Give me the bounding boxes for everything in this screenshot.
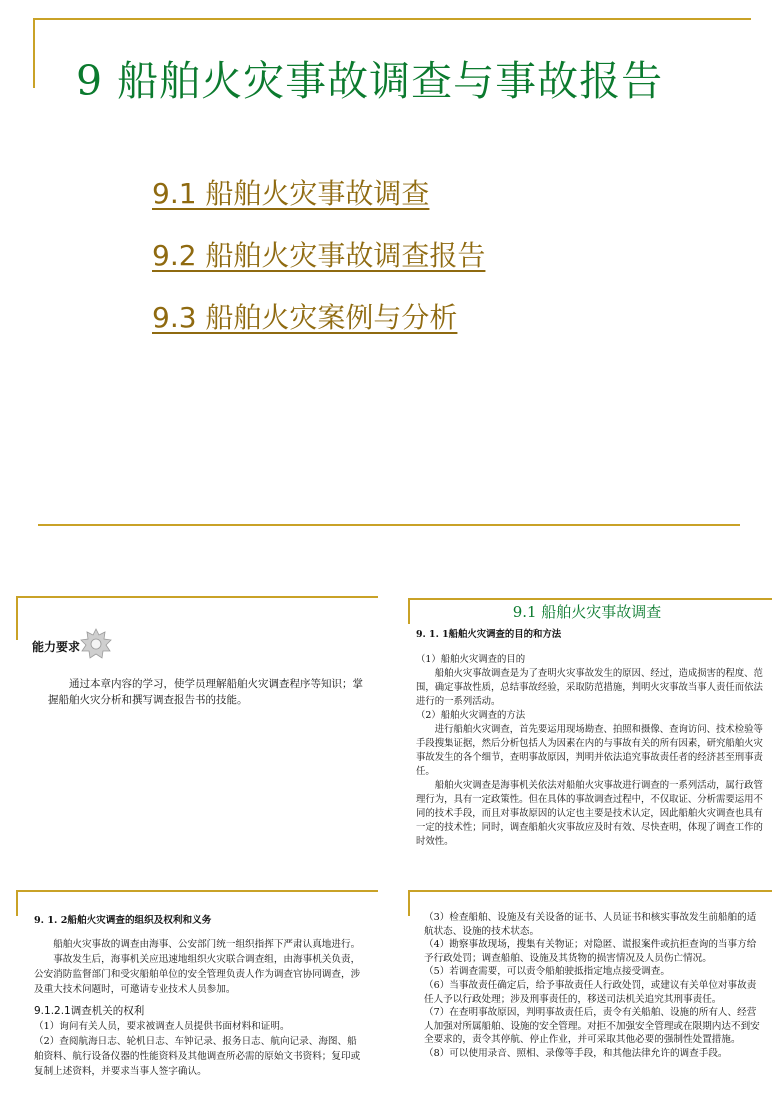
list-item: （3）检查船舶、设施及有关设备的证书、人员证书和核实事故发生前船舶的适航状态、设施的技术状态。 — [424, 912, 757, 937]
subheading: 9. 1. 2船舶火灾调查的组织及权利和义务 — [34, 915, 212, 926]
toc-link-9-3[interactable]: 9.3 船舶火灾案例与分析 — [152, 301, 458, 334]
subsub-heading: 9.1.2.1调查机关的权利 — [34, 1005, 145, 1017]
list-item: （4）勘察事故现场，搜集有关物证；对隐匿、谎报案件或抗拒查询的当事方给予行政处罚；调查船舶、设施及其货物的损害情况及人员伤亡情况。 — [424, 939, 757, 964]
paragraph: 船舶火灾事故调查是为了查明火灾事故发生的原因、经过，造成损害的程度、范围，确定事故性质，总结事故经验，采取防范措施，判明火灾事故当事人责任而依法进行的一系列活动。 — [416, 668, 763, 707]
paragraph: （2）船舶火灾调查的方法 — [416, 710, 526, 721]
section-9-1-2-slide — [8, 885, 378, 1102]
gold-frame-left — [16, 890, 18, 916]
paragraph: 进行船舶火灾调查，首先要运用现场勘查、拍照和摄像、查询访问、技术检验等手段搜集证据，然后分析包括人为因素在内的与事故有关的所有因素，研究船舶火灾事故发生的各个细节，查明事故原因，判明并依法追究事故责任者的经济甚至刑事责任。 — [416, 724, 763, 777]
gold-rule-bottom — [38, 524, 740, 526]
gold-frame-top — [16, 890, 378, 892]
section-continued-slide — [402, 885, 772, 1102]
page-title: 9 船舶火灾事故调查与事故报告 — [76, 57, 664, 105]
list-item: （8）可以使用录音、照相、录像等手段，和其他法律允许的调查手段。 — [424, 1047, 728, 1059]
list-item: （6）当事故责任确定后，给予事故责任人行政处罚，或建议有关单位对事故责任人予以行政处理；涉及刑事责任的，移送司法机关追究其刑事责任。 — [424, 979, 757, 1005]
list-item: （2）查阅航海日志、轮机日志、车钟记录、报务日志、航向记录、海图、船舶资料、航行设备仪器的性能资料及其他调查所必需的原始文书资料；复印或复制上述资料，并要求当事人签字确认。 — [34, 1036, 361, 1077]
list-item: （5）若调查需要，可以责令船舶驶抵指定地点接受调查。 — [424, 966, 670, 978]
gear-icon — [80, 628, 112, 660]
list-item: （7）在查明事故原因，判明事故责任后，责令有关船舶、设施的所有人、经营人加强对所属船舶、设施的安全管理。对拒不加强安全管理或在限期内达不到安全要求的，责令其停航、停止作业，并可采取其他必要的强制性处置措施。 — [424, 1007, 760, 1046]
section-9-1-slide — [402, 590, 772, 870]
toc-link-9-1[interactable]: 9.1 船舶火灾事故调查 — [152, 177, 430, 210]
ability-text: 通过本章内容的学习，使学员理解船舶火灾调查程序等知识；掌握船舶火灾分析和撰写调查报告书的技能。 — [48, 678, 363, 706]
paragraph: （1）船舶火灾调查的目的 — [416, 654, 526, 665]
gold-frame-left — [33, 18, 35, 88]
paragraph: 船舶火灾事故的调查由海事、公安部门统一组织指挥下严肃认真地进行。 — [53, 939, 361, 950]
gold-frame-top — [408, 890, 772, 892]
gold-frame-top — [33, 18, 751, 20]
gold-frame-top — [408, 598, 772, 600]
gold-frame-top — [16, 596, 378, 598]
section-title: 9.1 船舶火灾事故调查 — [512, 603, 662, 621]
section-body — [424, 911, 762, 1061]
paragraph: 船舶火灾调查是海事机关依法对船舶火灾事故进行调查的一系列活动，属行政管理行为，具有一定政策性。但在具体的事故调查过程中，不仅取证、分析需要运用不同的技术手段，而且对事故原因的认定也主要是技术认定，因此船舶火灾调查也具有一定的技术性；同时，调查船舶火灾事故应及时有效、尽快查明，体现了调查工作的时效性。 — [416, 780, 763, 847]
toc-link-9-2[interactable]: 9.2 船舶火灾事故调查报告 — [152, 239, 486, 272]
ability-slide — [8, 590, 378, 870]
paragraph: 事故发生后，海事机关应迅速地组织火灾联合调查组，由海事机关负责，公安消防监督部门和受灾船舶单位的安全管理负责人作为调查官协同调查，涉及重大技术问题时，可邀请专业技术人员参加。 — [34, 954, 361, 995]
section-body — [416, 628, 766, 849]
gold-frame-left — [16, 596, 18, 640]
main-slide — [0, 0, 780, 540]
section-body — [34, 913, 366, 1079]
list-item: （1）询问有关人员，要求被调查人员提供书面材料和证明。 — [34, 1021, 290, 1032]
ability-heading: 能力要求 — [32, 640, 81, 654]
gold-frame-left — [408, 890, 410, 916]
subheading: 9. 1. 1船舶火灾调查的目的和方法 — [416, 629, 562, 640]
